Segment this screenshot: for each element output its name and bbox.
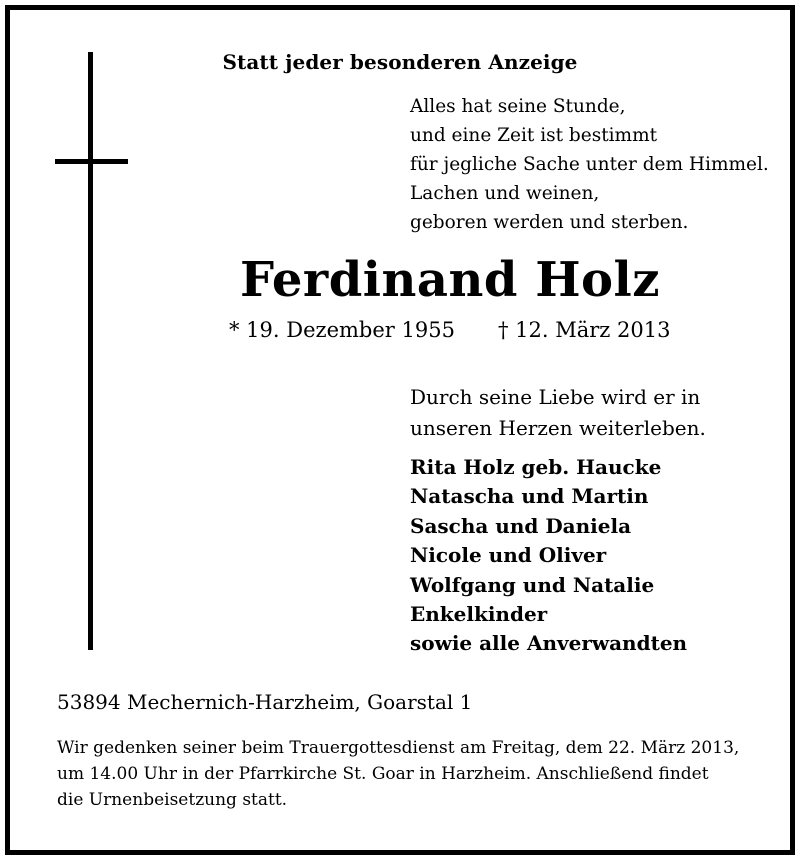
family-address: 53894 Mechernich-Harzheim, Goarstal 1: [57, 690, 473, 714]
poem: [410, 92, 769, 237]
mourners-list: [410, 453, 687, 659]
poem-line: geboren werden und sterben.: [410, 212, 689, 233]
poem-line: für jegliche Sache unter dem Himmel.: [410, 154, 769, 175]
service-line: die Urnenbeisetzung statt.: [57, 790, 288, 810]
service-line: Wir gedenken seiner beim Trauergottesdienst am Freitag, dem 22. März 2013,: [57, 738, 740, 758]
poem-line: Lachen und weinen,: [410, 183, 600, 204]
mourner-entry: Enkelkinder: [410, 601, 548, 626]
death-date: † 12. März 2013: [498, 318, 671, 342]
mourner-entry: Rita Holz geb. Haucke: [410, 455, 662, 479]
mourner-entry: sowie alle Anverwandten: [410, 631, 688, 656]
mourner-entry: Natascha und Martin: [410, 484, 649, 509]
mourner-entry: Nicole und Oliver: [410, 543, 607, 568]
notice-heading: Statt jeder besonderen Anzeige: [222, 50, 578, 74]
mourner-entry: Sascha und Daniela: [410, 513, 632, 538]
service-announcement: [57, 735, 767, 813]
service-line: um 14.00 Uhr in der Pfarrkirche St. Goar in Harzheim. Anschließend findet: [57, 764, 709, 784]
cross-vertical-beam: [88, 52, 93, 650]
deceased-name: Ferdinand Holz: [239, 252, 661, 308]
poem-line: Alles hat seine Stunde,: [410, 96, 626, 117]
birth-date: * 19. Dezember 1955: [229, 318, 455, 342]
mourner-entry: Wolfgang und Natalie: [410, 572, 655, 597]
memorial-phrase-line: Durch seine Liebe wird er in: [410, 385, 701, 409]
memorial-phrase: [410, 382, 706, 444]
cross-horizontal-beam: [55, 159, 128, 164]
poem-line: und eine Zeit ist bestimmt: [410, 125, 658, 146]
memorial-phrase-line: unseren Herzen weiterleben.: [410, 416, 706, 440]
